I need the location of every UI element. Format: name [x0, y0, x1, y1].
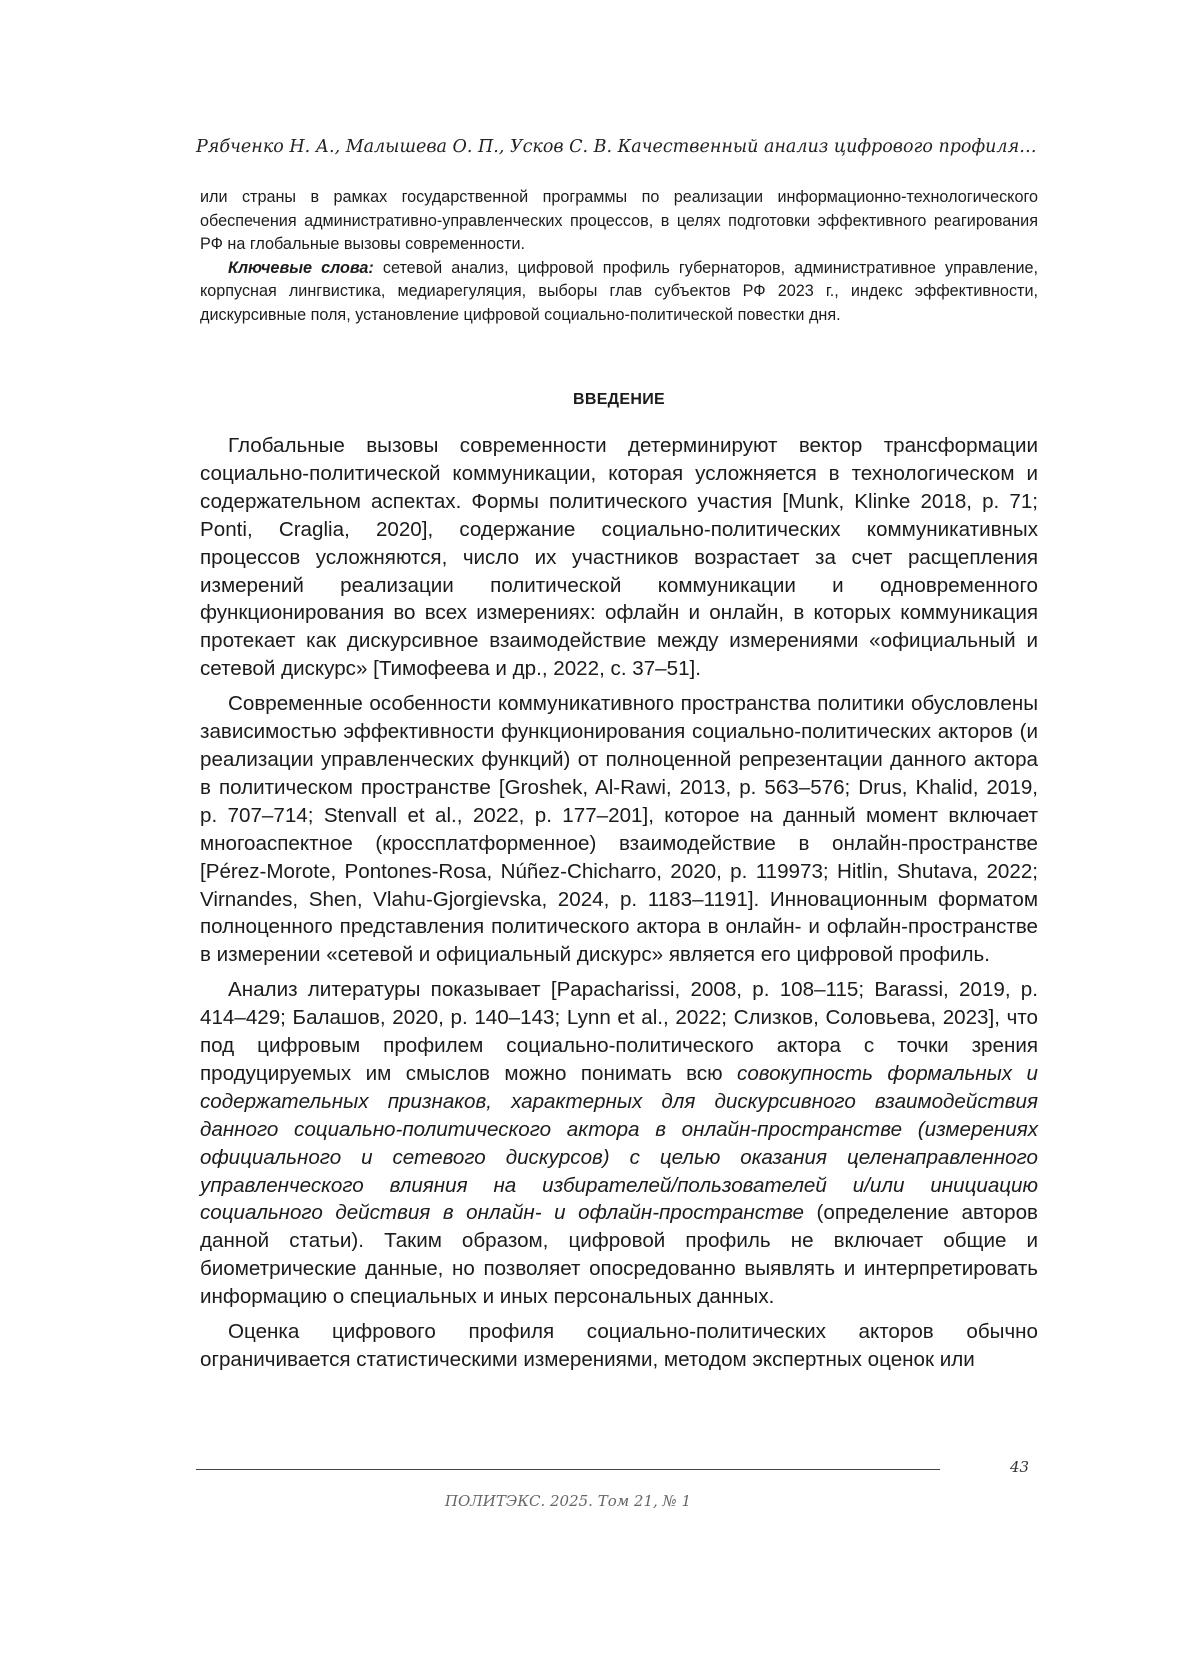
paragraph-3-start: Анализ литературы показывает [Papacharissi, 2008, p. 108–115; Barassi, 2019, p. 414–429; Балашов, 2020, p. 140–143; Lynn et al., 2022; Слизков, Соловьева, 2023], что под цифровым профилем социально-политического актора с точки зрения продуцируемых им смыслов можно понимать всю — [200, 978, 1038, 1085]
paragraph-4: Оценка цифрового профиля социально-политических акторов обычно ограничивается статистическими измерениями, методом экспертных оценок или — [200, 1320, 1038, 1371]
section-heading: ВВЕДЕНИЕ — [573, 391, 665, 408]
footer-rule — [196, 1469, 940, 1470]
paragraph-3 — [200, 976, 1038, 1311]
running-header: Рябченко Н. А., Малышева О. П., Усков С. В. Качественный анализ цифрового профиля… — [196, 137, 1037, 157]
digital-profile-definition: совокупность формальных и содержательных признаков, характерных для дискурсивного взаимодействия данного социально-политического актора в онлайн-пространстве (измерениях официального и сетевого дискурсов) с целью оказания целенаправленного управленческого влияния на избирателей/пользователей и/или инициацию социального действия в онлайн- и офлайн-пространстве — [200, 1061, 1038, 1225]
paragraph-2: Современные особенности коммуникативного пространства политики обусловлены зависимостью эффективности функционирования социально-политических акторов (и реализации управленческих функций) от полноценной репрезентации данного актора в политическом пространстве [Groshek, Al-Rawi, 2013, p. 563–576; Drus, Khalid, 2019, p. 707–714; Stenvall et al., 2022, p. 177–201], которое на данный момент включает многоаспектное (кроссплатформенное) взаимодействие в онлайн-пространстве [Pérez-Morote, Pontones-Rosa, Núñez-Chicharro, 2020, p. 119973; Hitlin, Shutava, 2022; Virnandes, Shen, Vlahu-Gjorgievska, 2024, p. 1183–1191]. Инновационным форматом полноценного представления политического актора в онлайн- и офлайн-пространстве в измерении «сетевой и официальный дискурс» является его цифровой профиль. — [200, 692, 1038, 967]
journal-footer: ПОЛИТЭКС. 2025. Том 21, № 1 — [444, 1492, 692, 1510]
page-number: 43 — [1010, 1458, 1030, 1476]
keywords-text: сетевой анализ, цифровой профиль губернаторов, административное управление, корпусная лингвистика, медиарегуляция, выборы глав субъектов РФ 2023 г., индекс эффективности, дискурсивные поля, установление цифровой социально-политической повестки дня. — [200, 258, 1039, 324]
abstract-continuation: или страны в рамках государственной программы по реализации информационно-технологического обеспечения административно-управленческих процессов, в целях подготовки эффективного реагирования РФ на глобальные вызовы современности. — [200, 188, 1038, 254]
abstract-block — [200, 186, 1038, 328]
keywords-paragraph — [200, 257, 1038, 328]
paragraph-3-end: (определение авторов данной статьи). Таким образом, цифровой профиль не включает общие и биометрические данные, но позволяет опосредованно выявлять и интерпретировать информацию о специальных и иных персональных данных. — [200, 1201, 1038, 1309]
paragraph-1: Глобальные вызовы современности детерминируют вектор трансформации социально-политической коммуникации, которая усложняется в технологическом и содержательном аспектах. Формы политического участия [Munk, Klinke 2018, p. 71; Ponti, Craglia, 2020], содержание социально-политических коммуникативных процессов усложняются, число их участников возрастает за счет расщепления измерений реализации политической коммуникации и одновременного функционирования во всех измерениях: офлайн и онлайн, в которых коммуникация протекает как дискурсивное взаимодействие между измерениями «официальный и сетевой дискурс» [Тимофеева и др., 2022, с. 37–51]. — [200, 434, 1038, 681]
keywords-label: Ключевые слова: — [228, 258, 374, 277]
body-text — [200, 432, 1038, 1381]
